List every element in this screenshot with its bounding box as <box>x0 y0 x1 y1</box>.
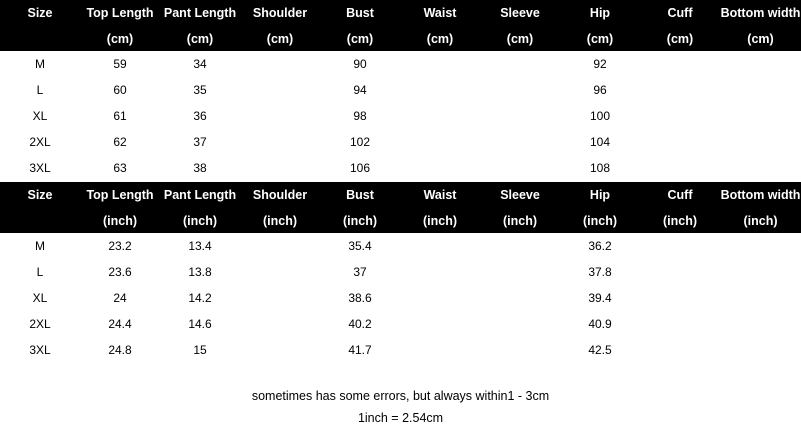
unit-label: (inch) <box>400 208 480 233</box>
cell-bottom-width <box>720 155 801 181</box>
cell-bottom-width <box>720 311 801 337</box>
size-table-inch <box>0 182 801 363</box>
cell-sleeve <box>480 337 560 363</box>
cell-size: 3XL <box>29 343 51 357</box>
cell-sleeve <box>480 259 560 285</box>
header-cuff: Cuff <box>640 182 720 208</box>
cell-top-length: 61 <box>113 109 127 123</box>
table-row <box>0 259 801 285</box>
cell-hip: 96 <box>593 83 607 97</box>
header-size: Size <box>0 182 80 208</box>
unit-label: (cm) <box>720 26 801 51</box>
cell-waist <box>400 233 480 259</box>
table-row <box>0 129 801 155</box>
cell-size: M <box>35 239 45 253</box>
cell-bust: 106 <box>349 161 371 175</box>
cell-cuff <box>640 285 720 311</box>
cell-size: XL <box>32 291 48 305</box>
table-row <box>0 77 801 103</box>
cell-waist <box>400 337 480 363</box>
cell-hip: 104 <box>589 135 611 149</box>
unit-label: (inch) <box>720 208 801 233</box>
inch-table-body <box>0 233 801 363</box>
cell-shoulder <box>240 129 320 155</box>
cell-bottom-width <box>720 129 801 155</box>
size-table-cm <box>0 0 801 181</box>
cell-bust: 90 <box>353 57 367 71</box>
cell-bust: 35.4 <box>348 239 372 253</box>
cell-hip: 108 <box>589 161 611 175</box>
cell-waist <box>400 129 480 155</box>
header-shoulder: Shoulder <box>240 0 320 26</box>
header-size: Size <box>0 0 80 26</box>
unit-label: (cm) <box>320 26 400 51</box>
cell-sleeve <box>480 311 560 337</box>
header-sleeve: Sleeve <box>480 182 560 208</box>
cell-hip: 42.5 <box>588 343 612 357</box>
cell-hip: 37.8 <box>588 265 612 279</box>
cell-pant-length: 14.2 <box>188 291 212 305</box>
cell-sleeve <box>480 77 560 103</box>
unit-label: (inch) <box>320 208 400 233</box>
cell-waist <box>400 285 480 311</box>
header-top-length: Top Length <box>80 0 160 26</box>
table-row <box>0 103 801 129</box>
cell-bust: 41.7 <box>348 343 372 357</box>
cell-bottom-width <box>720 259 801 285</box>
cell-shoulder <box>240 51 320 77</box>
cell-top-length: 23.6 <box>108 265 132 279</box>
cell-bottom-width <box>720 51 801 77</box>
cell-sleeve <box>480 285 560 311</box>
cell-cuff <box>640 103 720 129</box>
cell-size: XL <box>32 109 48 123</box>
cell-bust: 37 <box>353 265 367 279</box>
unit-label: (cm) <box>640 26 720 51</box>
header-cuff: Cuff <box>640 0 720 26</box>
cell-pant-length: 15 <box>193 343 207 357</box>
unit-blank <box>0 208 80 233</box>
header-bust: Bust <box>320 0 400 26</box>
unit-label: (inch) <box>80 208 160 233</box>
cell-waist <box>400 155 480 181</box>
cell-shoulder <box>240 103 320 129</box>
cm-table-body <box>0 51 801 181</box>
unit-label: (inch) <box>160 208 240 233</box>
cell-cuff <box>640 337 720 363</box>
cell-size: M <box>35 57 45 71</box>
cell-pant-length: 36 <box>193 109 207 123</box>
cell-sleeve <box>480 103 560 129</box>
cell-top-length: 60 <box>113 83 127 97</box>
table-row <box>0 155 801 181</box>
cell-top-length: 24 <box>113 291 127 305</box>
cell-cuff <box>640 129 720 155</box>
header-bottom-width: Bottom width <box>720 182 801 208</box>
header-top-length: Top Length <box>80 182 160 208</box>
cell-top-length: 24.8 <box>108 343 132 357</box>
cell-waist <box>400 77 480 103</box>
cell-size: L <box>36 265 44 279</box>
header-row-units <box>0 208 801 233</box>
cell-bust: 102 <box>349 135 371 149</box>
header-row-names <box>0 0 801 26</box>
header-pant-length: Pant Length <box>160 182 240 208</box>
header-row-names <box>0 182 801 208</box>
header-waist: Waist <box>400 182 480 208</box>
cell-bust: 40.2 <box>348 317 372 331</box>
header-bust: Bust <box>320 182 400 208</box>
cell-hip: 39.4 <box>588 291 612 305</box>
header-row-units <box>0 26 801 51</box>
cell-size: L <box>36 83 44 97</box>
cell-size: 3XL <box>29 161 51 175</box>
cell-waist <box>400 51 480 77</box>
cell-top-length: 24.4 <box>108 317 132 331</box>
cell-shoulder <box>240 233 320 259</box>
cell-pant-length: 37 <box>193 135 207 149</box>
cell-cuff <box>640 155 720 181</box>
cell-waist <box>400 259 480 285</box>
cell-top-length: 59 <box>113 57 127 71</box>
unit-label: (inch) <box>640 208 720 233</box>
unit-label: (cm) <box>560 26 640 51</box>
cell-hip: 100 <box>589 109 611 123</box>
cell-pant-length: 35 <box>193 83 207 97</box>
unit-label: (inch) <box>240 208 320 233</box>
cell-pant-length: 38 <box>193 161 207 175</box>
unit-label: (cm) <box>240 26 320 51</box>
cell-sleeve <box>480 233 560 259</box>
cell-pant-length: 13.4 <box>188 239 212 253</box>
cell-pant-length: 14.6 <box>188 317 212 331</box>
unit-blank <box>0 26 80 51</box>
cell-top-length: 62 <box>113 135 127 149</box>
cell-bottom-width <box>720 103 801 129</box>
unit-label: (cm) <box>160 26 240 51</box>
cell-top-length: 23.2 <box>108 239 132 253</box>
cell-cuff <box>640 259 720 285</box>
cell-cuff <box>640 233 720 259</box>
cell-pant-length: 34 <box>193 57 207 71</box>
header-bottom-width: Bottom width <box>720 0 801 26</box>
cell-bottom-width <box>720 285 801 311</box>
cell-sleeve <box>480 51 560 77</box>
cell-waist <box>400 103 480 129</box>
header-hip: Hip <box>560 0 640 26</box>
header-sleeve: Sleeve <box>480 0 560 26</box>
cell-cuff <box>640 311 720 337</box>
cell-hip: 36.2 <box>588 239 612 253</box>
cell-bottom-width <box>720 337 801 363</box>
cell-shoulder <box>240 259 320 285</box>
conversion-note: 1inch = 2.54cm <box>357 411 444 425</box>
cell-cuff <box>640 77 720 103</box>
header-waist: Waist <box>400 0 480 26</box>
table-row <box>0 233 801 259</box>
cell-hip: 40.9 <box>588 317 612 331</box>
cell-shoulder <box>240 285 320 311</box>
cell-top-length: 63 <box>113 161 127 175</box>
cell-shoulder <box>240 337 320 363</box>
cell-size: 2XL <box>29 317 51 331</box>
cell-bust: 94 <box>353 83 367 97</box>
unit-label: (inch) <box>480 208 560 233</box>
header-shoulder: Shoulder <box>240 182 320 208</box>
cell-waist <box>400 311 480 337</box>
unit-label: (cm) <box>400 26 480 51</box>
cell-sleeve <box>480 155 560 181</box>
table-row <box>0 51 801 77</box>
cell-cuff <box>640 51 720 77</box>
table-row <box>0 311 801 337</box>
unit-label: (cm) <box>480 26 560 51</box>
unit-label: (cm) <box>80 26 160 51</box>
header-pant-length: Pant Length <box>160 0 240 26</box>
table-row <box>0 337 801 363</box>
cell-bust: 98 <box>353 109 367 123</box>
unit-label: (inch) <box>560 208 640 233</box>
cell-shoulder <box>240 155 320 181</box>
table-row <box>0 285 801 311</box>
header-hip: Hip <box>560 182 640 208</box>
cell-bottom-width <box>720 233 801 259</box>
cell-bust: 38.6 <box>348 291 372 305</box>
cell-hip: 92 <box>593 57 607 71</box>
cell-shoulder <box>240 77 320 103</box>
cell-size: 2XL <box>29 135 51 149</box>
cell-sleeve <box>480 129 560 155</box>
cell-pant-length: 13.8 <box>188 265 212 279</box>
cell-shoulder <box>240 311 320 337</box>
cell-bottom-width <box>720 77 801 103</box>
error-note: sometimes has some errors, but always within1 - 3cm <box>251 389 550 403</box>
